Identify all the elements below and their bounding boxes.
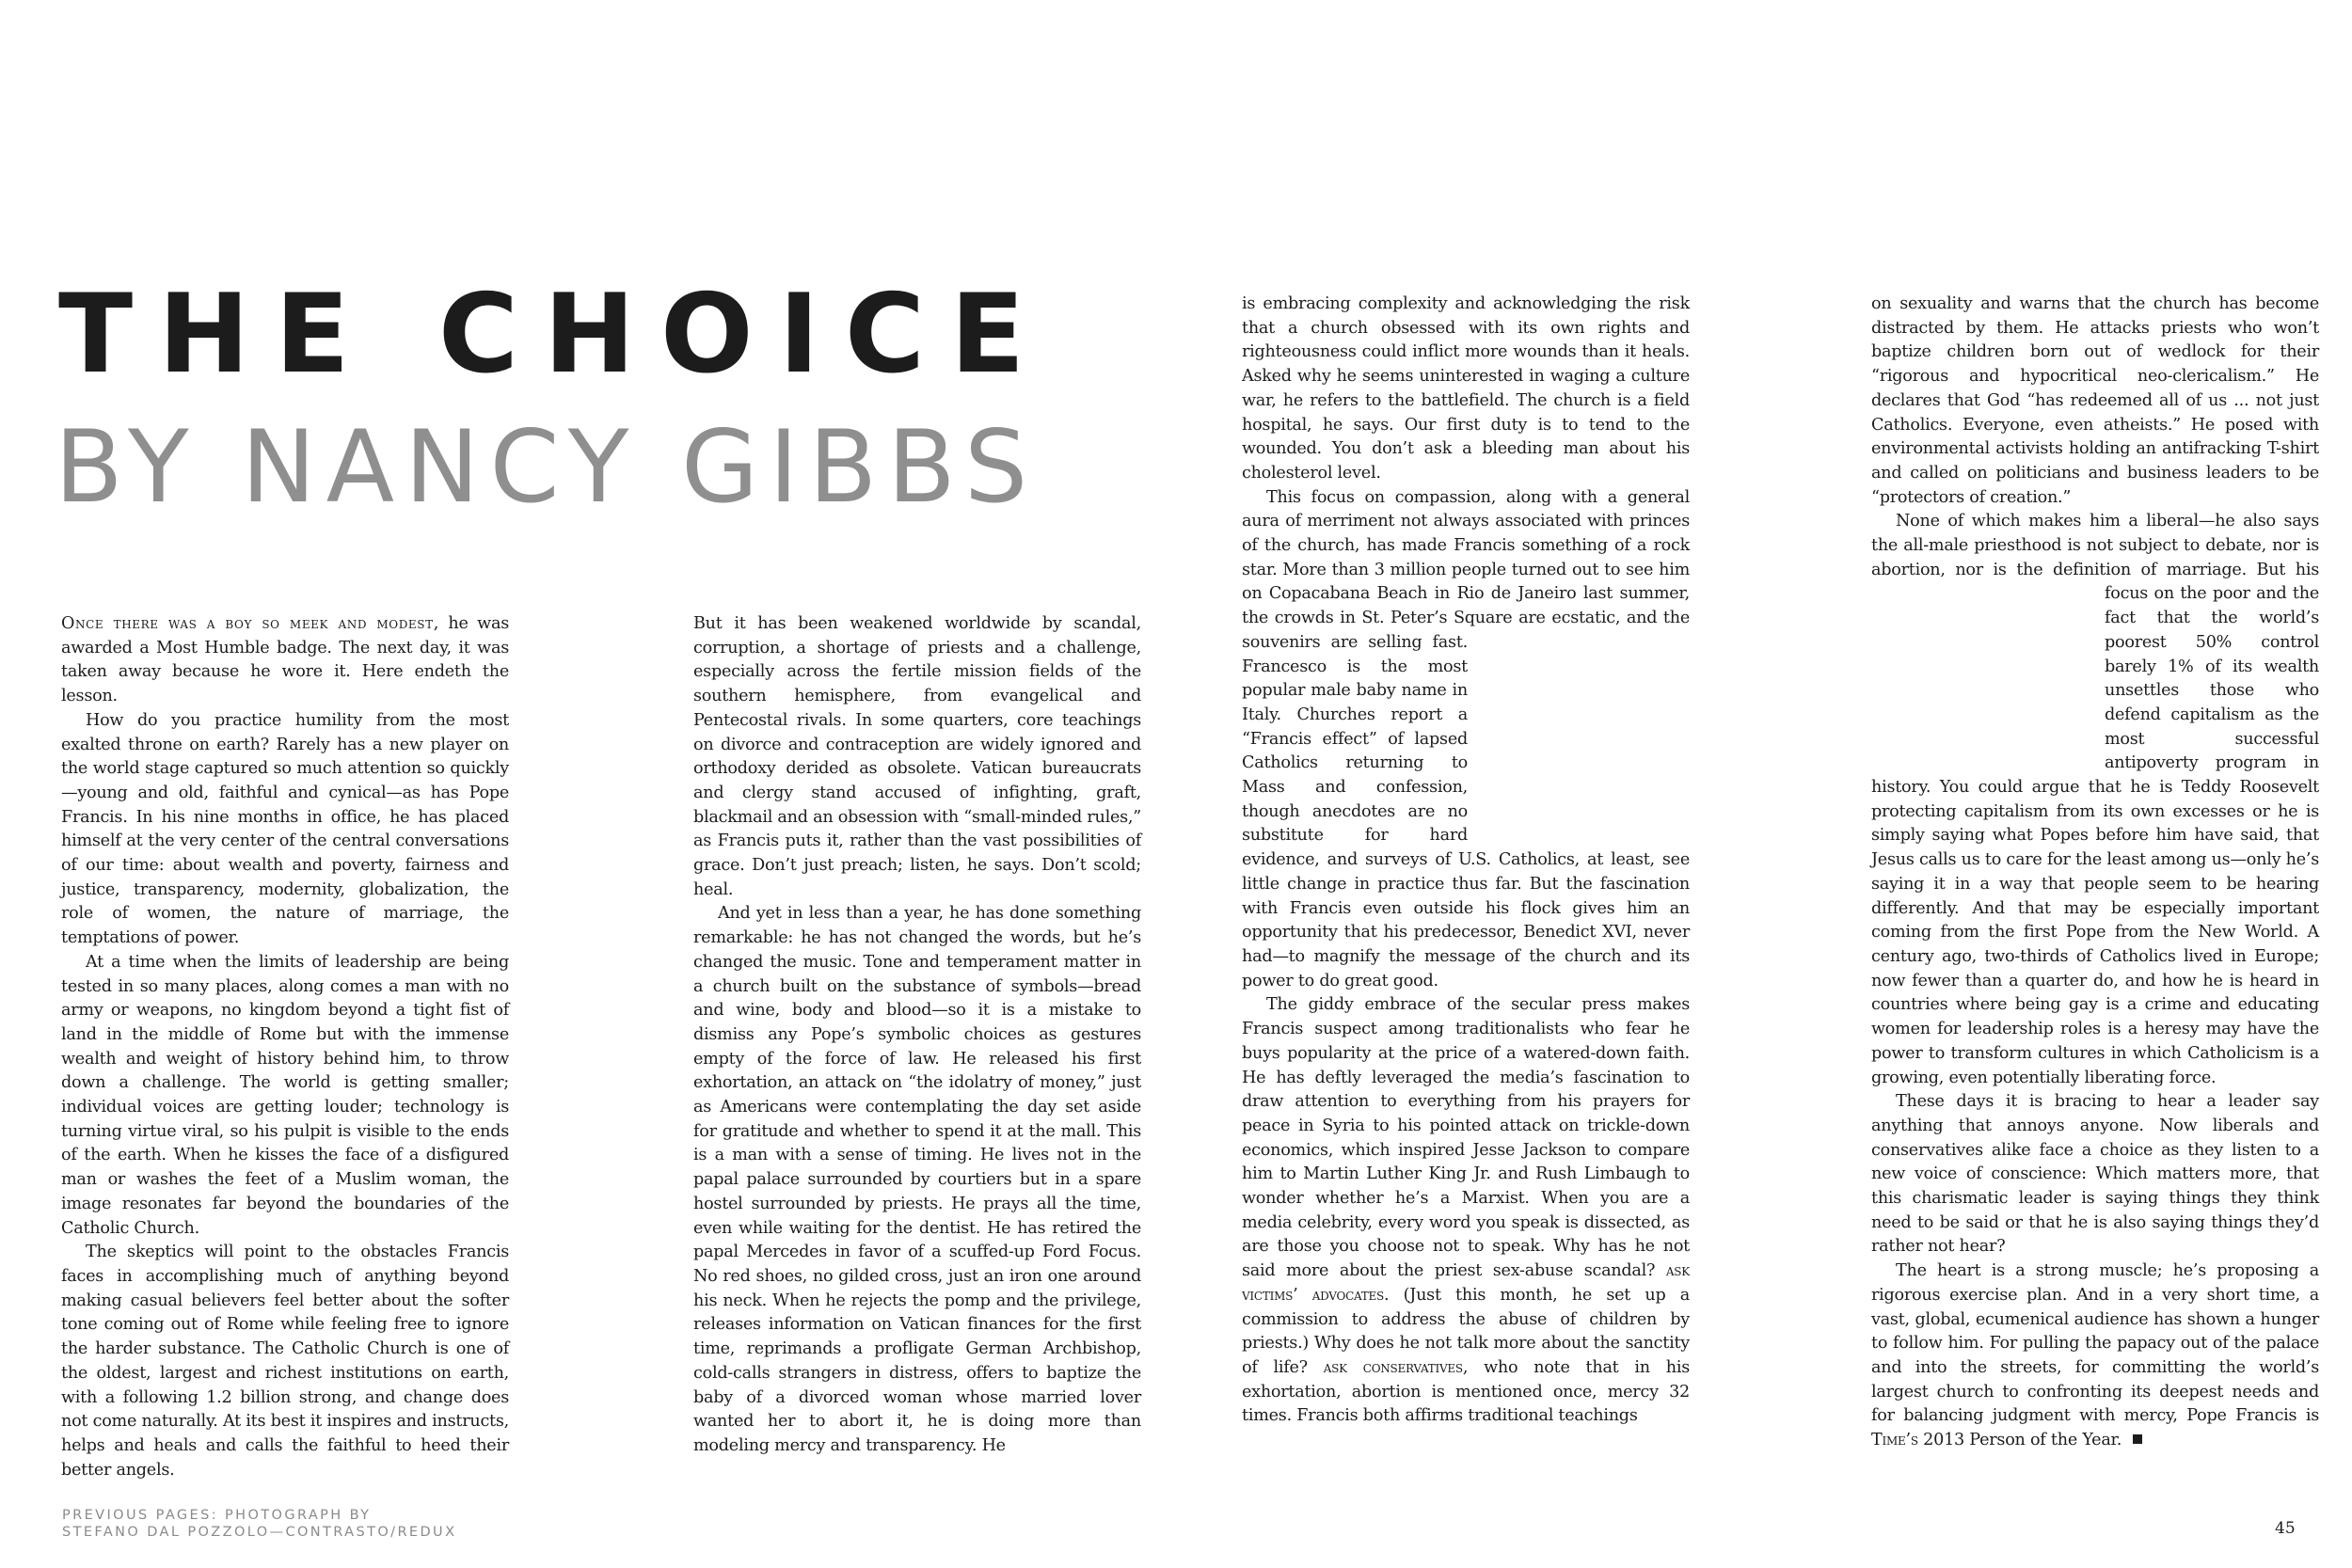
paragraph: How do you practice humility from the most exalted throne on earth? Rarely has a new player on the world stage captured so much attention so quickly—young and old, faithful and cynical—as has Pope Francis. In his nine months in office, he has placed himself at the very center of the central conversations of our time: about wealth and poverty, fairness and justice, transparency, modernity, globalization, the role of women, the nature of marriage, the temptations of power. — [61, 710, 509, 948]
magazine-name-small-caps: Time’s — [1871, 1431, 1918, 1450]
paragraph: This focus on compassion, along with a general aura of merriment not always associated with princes of the church, has made Francis something of a rock star. More than 3 million people turned out to see him on Copacabana Beach in Rio de Janeiro last summer, the crowds in St. Peter’s Square are ecstatic, and the souvenirs are selling fast. Francesco is the most popular male baby name in Italy. Churches report a “Francis effect” of lapsed Catholics returning to Mass and confession, though anecdotes are no substitute for hard evidence, and surveys of U.S. Catholics, at least, see little change in practice thus far. But the fascination with Francis even outside his flock gives him an opportunity that his predecessor, Benedict XVI, never had—to magnify the message of the church and its power to do great good. — [1242, 487, 1690, 990]
page-number: 45 — [2275, 1519, 2296, 1538]
article-column-3 — [1242, 293, 1690, 1429]
paragraph — [61, 612, 509, 709]
photo-credit-line: PREVIOUS PAGES: PHOTOGRAPH BY — [62, 1508, 372, 1523]
paragraph: on sexuality and warns that the church has become distracted by them. He attacks priests who won’t baptize children born out of wedlock for their “rigorous and hypocritical neo-clericalism.” He declares that God “has redeemed all of us ... not just Catholics. Everyone, even atheists.” He posed with environmental activists holding an antifracking T-shirt and called on politicians and business leaders to be “protectors of creation.” — [1871, 294, 2319, 507]
article-column-4 — [1871, 293, 2319, 1453]
photo-credit — [62, 1507, 456, 1541]
image-wrap-space — [1468, 641, 1690, 835]
paragraph: is embracing complexity and acknowledging the risk that a church obsessed with its own rights and righteousness could inflict more wounds than it heals. Asked why he seems uninterested in waging a culture war, he refers to the battlefield. The church is a field hospital, he says. Our first duty is to tend to the wounded. You don’t ask a bleeding man about his cholesterol level. — [1242, 294, 1690, 483]
paragraph: These days it is bracing to hear a leader say anything that annoys anyone. Now liberals and conservatives alike face a choice as they listen to a new voice of conscience: Which matters more, that this charismatic leader is saying things they think need to be said or that he is also saying things they’d rather not hear? — [1871, 1092, 2319, 1257]
paragraph-text: The heart is a strong muscle; he’s proposing a rigorous exercise plan. And in a very short time, a vast, global, ecumenical audience has shown a hunger to follow him. For pulling the papacy out of the palace and into the streets, for committing the world’s largest church to confronting its deepest needs and for balancing judgment with mercy, Pope Francis is — [1871, 1261, 2319, 1426]
small-caps-text: ask victims’ advocates. — [1242, 1261, 1690, 1305]
paragraph — [1871, 1259, 2319, 1453]
lead-in-small-caps: Once there was a boy so meek and modest, — [61, 614, 439, 633]
image-wrap-space — [1871, 606, 2105, 775]
paragraph: And yet in less than a year, he has done something remarkable: he has not changed the words, but he’s changed the music. Tone and temperament matter in a church built on the substance of symbols—bread and wine, body and blood—so it is a mistake to dismiss any Pope’s symbolic choices as gestures empty of the force of law. He released his first exhortation, an attack on “the idolatry of money,” just as Americans were contemplating the day set aside for gratitude and whether to spend it at the mall. This is a man with a sense of timing. He lives not in the papal palace surrounded by courtiers but in a spare hostel surrounded by priests. He prays all the time, even while waiting for the dentist. He has retired the papal Mercedes in favor of a scuffed-up Ford Focus. No red shoes, no gilded cross, just an iron one around his neck. When he rejects the pomp and the privilege, releases information on Vatican finances for the first time, reprimands a profligate German Archbishop, cold-calls strangers in distress, offers to baptize the baby of a divorced woman whose married lover wanted her to abort it, he is doing more than modeling mercy and transparency. He — [693, 904, 1141, 1455]
article-column-2 — [693, 612, 1141, 1459]
paragraph-text: (Just this month, he set up a commission to address the abuse of children by priests.) Why does he not talk more about the sanctity of life? — [1242, 1285, 1690, 1377]
paragraph-text: who note that in his exhortation, abortion is mentioned once, mercy 32 times. Francis both affirms traditional teachings — [1242, 1357, 1690, 1426]
author-byline: BY NANCY GIBBS — [55, 409, 1039, 525]
paragraph: At a time when the limits of leadership are being tested in so many places, along comes a man with no army or weapons, no kingdom beyond a tight fist of land in the middle of Rome but with the immense wealth and weight of history behind him, to throw down a challenge. The world is getting smaller; individual voices are getting louder; technology is turning virtue viral, so his pulpit is visible to the ends of the earth. When he kisses the face of a disfigured man or washes the feet of a Muslim woman, the image resonates far beyond the boundaries of the Catholic Church. — [61, 952, 509, 1238]
article-title: THE CHOICE — [58, 271, 1051, 398]
paragraph: The skeptics will point to the obstacles Francis faces in accomplishing much of anything beyond making casual believers feel better about the softer tone coming out of Rome while feeling free to ignore the harder substance. The Catholic Church is one of the oldest, largest and richest institutions on earth, with a following 1.2 billion strong, and change does not come naturally. At its best it inspires and instructs, helps and heals and calls the faithful to heed their better angels. — [61, 1243, 509, 1480]
paragraph: But it has been weakened worldwide by scandal, corruption, a shortage of priests and a challenge, especially across the fertile mission fields of the southern hemisphere, from evangelical and Pentecostal rivals. In some quarters, core teachings on divorce and contraception are widely ignored and orthodoxy derided as obsolete. Vatican bureaucrats and clergy stand accused of infighting, graft, blackmail and an obsession with “small-minded rules,” as Francis puts it, rather than the vast possibilities of grace. Don’t just preach; listen, he says. Don’t scold; heal. — [693, 614, 1141, 899]
article-column-1 — [61, 612, 509, 1482]
paragraph-text: 2013 Person of the Year. — [1917, 1431, 2122, 1450]
paragraph-text: he was awarded a Most Humble badge. The next day, it was taken away because he wore it. Here endeth the lesson. — [61, 614, 509, 706]
paragraph-text: The giddy embrace of the secular press makes Francis suspect among traditionalists who fear he buys popularity at the price of a watered-down faith. He has deftly leveraged the media’s fascination to draw attention to everything from his prayers for peace in Syria to his pointed attack on trickle-down economics, which inspired Jesse Jackson to compare him to Martin Luther King Jr. and Rush Limbaugh to wonder whether he’s a Marxist. When you are a media celebrity, every word you speak is dissected, as are those you choose not to speak. Why has he not said more about the priest sex-abuse scandal? — [1242, 995, 1690, 1281]
end-mark-square-icon — [2133, 1434, 2142, 1444]
paragraph — [1242, 993, 1690, 1429]
photo-credit-line: STEFANO DAL POZZOLO—CONTRASTO/REDUX — [62, 1525, 457, 1540]
paragraph: None of which makes him a liberal—he also says the all-male priesthood is not subject to debate, nor is abortion, nor is the definition of marriage. But his focus on the poor and the fact that the world’s poorest 50% control barely 1% of its wealth unsettles those who defend capitalism as the most successful antipoverty program in history. You could argue that he is Teddy Roosevelt protecting capitalism from its own excesses or he is simply saying what Popes before him have said, that Jesus calls us to care for the least among us—only he’s saying it in a way that people seem to be hearing differently. And that may be especially important coming from the first Pope from the New World. A century ago, two-thirds of Catholics lived in Europe; now fewer than a quarter do, and how he is heard in countries where being gay is a crime and educating women for leadership roles is a heresy may have the power to transform cultures in which Catholicism is a growing, even potentially liberating force. — [1871, 512, 2319, 1087]
small-caps-text: ask conservatives, — [1323, 1357, 1469, 1377]
